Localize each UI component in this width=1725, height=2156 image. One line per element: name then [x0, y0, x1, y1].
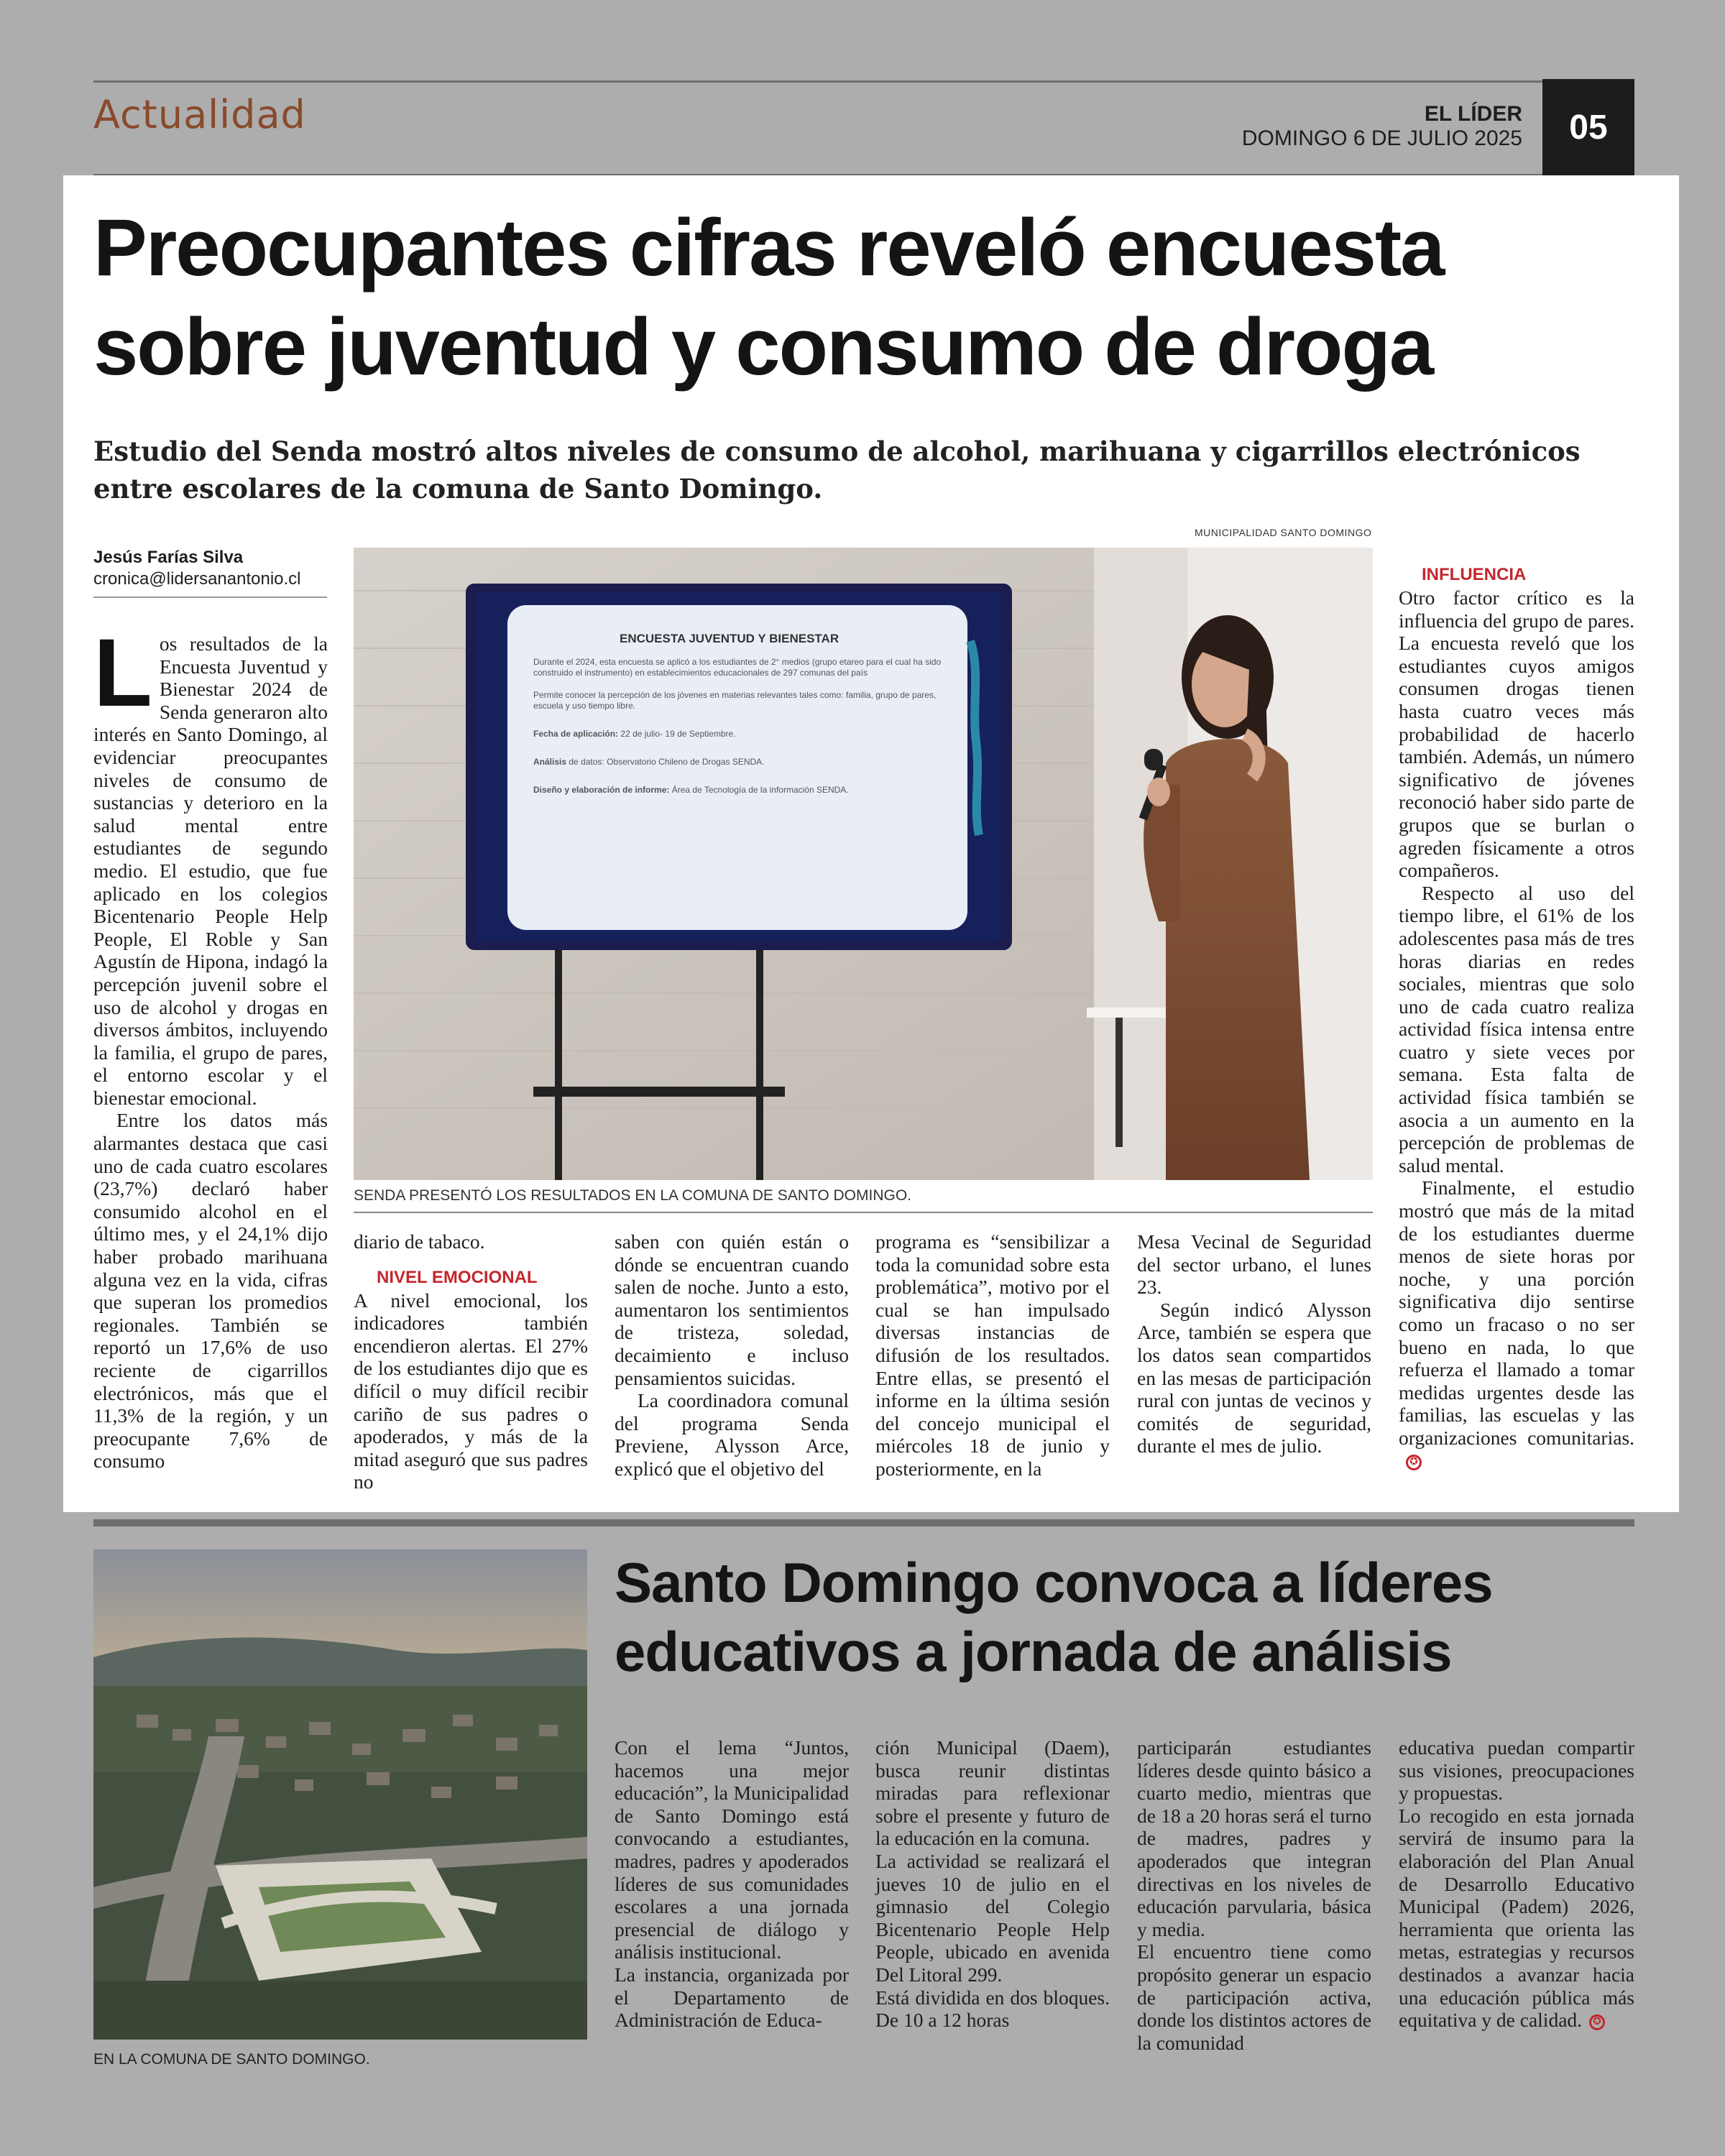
a2-col1-paragraph-2: La instancia, organizada por el Departamento de Administración de Educa- [615, 1963, 849, 2032]
a2-col4-paragraph-2: Lo recogido en esta jornada servirá de insumo para la elaboración del Plan Anual de Desarrollo Educativo Municipal (Padem) 2026, herramienta que orienta las metas, estrategias y recursos destinados a avanzar hacia una educación pública más equitativa y de calidad. [1399, 1804, 1634, 2032]
col1-paragraph-2: Entre los datos más alarmantes destaca que casi uno de cada cuatro escolares (23,7%) declaró haber consumido alcohol en el último mes, y el 24,1% dijo haber probado marihuana alguna vez en la vida, cifras que superan los promedios regionales. También se reportó un 17,6% de uso reciente de cigarrillos electrónicos, más que el 11,3% de la región, y un preocupante 7,6% de consumo [93, 1109, 328, 1473]
article-headline: Preocupantes cifras reveló encuesta sobre juventud y consumo de droga [93, 203, 1444, 392]
article-divider [93, 1519, 1634, 1526]
caption-rule [354, 1212, 1373, 1213]
subhead-influencia: INFLUENCIA [1422, 565, 1527, 584]
end-of-article-2-icon: ✪ [1589, 2014, 1605, 2030]
col6-paragraph-2: Respecto al uso del tiempo libre, el 61% de los adolescentes pasa más de tres horas diarias en redes sociales, mientras que solo uno de cada cuatro realiza actividad física intensa entre cuatro y siete veces por semana. Esta falta de actividad física también se asocia a un aumento en la percepción de problemas de salud mental. [1399, 881, 1634, 1176]
col3-paragraph-1: saben con quién están o dónde se encuentran cuando salen de noche. Junto a esto, aumentaron los sentimientos de tristeza, soledad, decaimiento e incluso pensamientos suicidas. [615, 1230, 849, 1389]
col5-paragraph-2: Según indicó Alysson Arce, también se espera que los datos sean compartidos en las mesas de participación rural con juntas de vecinos y comités de seguridad, durante el mes de julio. [1137, 1298, 1371, 1457]
a2-col1-paragraph-1: Con el lema “Juntos, hacemos una mejor educación”, la Municipalidad de Santo Domingo está convocando a estudiantes, madres, padres y apoderados líderes de sus comunidades escolares a una jornada presencial de diálogo y análisis institucional. [615, 1736, 849, 1963]
screen-label-3: Fecha de aplicación: [533, 729, 619, 739]
photo-credit: MUNICIPALIDAD SANTO DOMINGO [1195, 527, 1372, 538]
article-column-5 [1137, 1230, 1371, 1457]
photo-caption: SENDA PRESENTÓ LOS RESULTADOS EN LA COMUNA DE SANTO DOMINGO. [354, 1187, 911, 1204]
col3-paragraph-2: La coordinadora comunal del programa Senda Previene, Alysson Arce, explicó que el objetivo del [615, 1389, 849, 1480]
header-top-rule [93, 80, 1542, 83]
article2-headline: Santo Domingo convoca a líderes educativos a jornada de análisis [615, 1551, 1493, 1683]
a2-col3-paragraph-2: El encuentro tiene como propósito generar un espacio de participación activa, donde los distintos actores de la comunidad [1137, 1940, 1371, 2054]
a2-col3-paragraph-1: participarán estudiantes líderes desde quinto básico a cuarto medio, mientras que de 18 a 20 horas será el turno de madres, padres y apoderados que integran directivas en los niveles de educación parvularia, básica y media. [1137, 1736, 1371, 1940]
page-number: 05 [1542, 79, 1634, 175]
author-name: Jesús Farías Silva [93, 548, 244, 567]
col2-paragraph-2: A nivel emocional, los indicadores también encendieron alertas. El 27% de los estudiantes dijo que es difícil o muy difícil recibir cariño de sus padres o apoderados, y más de la mitad aseguró que sus padres no [354, 1289, 588, 1493]
article2-column-2 [875, 1736, 1110, 2032]
article-column-2 [354, 1230, 588, 1493]
col6-paragraph-1: Otro factor crítico es la influencia del grupo de pares. La encuesta reveló que los estudiantes cuyos amigos consumen drogas tienen hasta cuatro veces más probabilidad de hacerlo también. Además, un número significativo de jóvenes reconoció haber sido parte de grupos que se burlan o agreden físicamente a otros compañeros. [1399, 586, 1634, 882]
aerial-photo-caption: EN LA COMUNA DE SANTO DOMINGO. [93, 2051, 370, 2068]
article2-column-1 [615, 1736, 849, 2032]
screen-value-4: de datos: Observatorio Chileno de Drogas SENDA. [569, 757, 765, 767]
col4-paragraph-1: programa es “sensibilizar a toda la comunidad sobre esta problemática”, motivo por el cual se han impulsado diversas instancias de difusión de los resultados. Entre ellas, se presentó el informe en la última sesión del concejo municipal el miércoles 18 de junio y posteriormente, en la [875, 1230, 1110, 1480]
col5-paragraph-1: Mesa Vecinal de Seguridad del sector urbano, el lunes 23. [1137, 1230, 1371, 1299]
screen-label-5: Diseño y elaboración de informe: [533, 785, 670, 795]
article2-column-4 [1399, 1736, 1634, 2032]
col6-paragraph-3: Finalmente, el estudio mostró que más de la mitad de los estudiantes duerme menos de siete horas por noche, y una porción significativa dijo sentirse como un fracaso o no ser bueno en nada, lo que refuerza el llamado a tomar medidas urgentes desde las familias, las escuelas y las organizaciones comunitarias. [1399, 1176, 1634, 1449]
drop-cap: L [93, 619, 152, 727]
section-label: Actualidad [93, 92, 306, 137]
author-email: cronica@lidersanantonio.cl [93, 569, 301, 589]
screen-line-2: Permite conocer la percepción de los jóvenes en materias relevantes tales como: familia, grupo de pares, escuela y uso tiempo libre. [533, 690, 937, 711]
screen-value-3: 22 de julio- 19 de Septiembre. [620, 729, 736, 739]
screen-text [533, 632, 965, 930]
col2-paragraph-1: diario de tabaco. [354, 1230, 485, 1253]
subhead-nivel-emocional: NIVEL EMOCIONAL [377, 1267, 538, 1287]
col1-paragraph-1: os resultados de la Encuesta Juventud y Bienestar 2024 de Senda generaron alto interés en Santo Domingo, al evidenciar preocupantes niveles de consumo de sustancias y deterioro en la salud mental entre estudiantes de segundo medio. El estudio, que fue aplicado en los colegios Bicentenario People Help People, El Roble y San Agustín de Hipona, indagó la percepción juvenil sobre el uso de alcohol y drogas en diversos ámbitos, incluyendo la familia, el grupo de pares, el entorno escolar y el bienestar emocional. [93, 632, 328, 1109]
a2-col4-paragraph-1: educativa puedan compartir sus visiones, preocupaciones y propuestas. [1399, 1736, 1634, 1805]
end-of-article-icon: ✪ [1406, 1455, 1422, 1470]
a2-col2-paragraph-2: La actividad se realizará el jueves 10 de julio en el gimnasio del Colegio Bicentenario People Help People, ubicado en avenida Del Litoral 299. [875, 1849, 1110, 1986]
article2-column-3 [1137, 1736, 1371, 2054]
screen-title: ENCUESTA JUVENTUD Y BIENESTAR [620, 632, 840, 645]
a2-col2-paragraph-3: Está dividida en dos bloques. De 10 a 12 horas [875, 1986, 1110, 2032]
article-column-4 [875, 1230, 1110, 1480]
screen-label-4: Análisis [533, 757, 567, 767]
byline-rule [93, 596, 327, 598]
paper-name: EL LÍDER [1424, 102, 1522, 126]
a2-col2-paragraph-1: ción Municipal (Daem), busca reunir distintas miradas para reflexionar sobre el presente y futuro de la educación en la comuna. [875, 1736, 1110, 1850]
article-deck: Estudio del Senda mostró altos niveles de consumo de alcohol, marihuana y cigarrillos electrónicos entre escolares de la comuna de Santo Domingo. [93, 436, 1581, 505]
screen-line-1: Durante el 2024, esta encuesta se aplicó a los estudiantes de 2° medios (grupo etareo para el cual ha sido construido el instrumento) en establecimientos educacionales de 297 comunas del país [533, 657, 942, 678]
article-column-1 [93, 619, 328, 1473]
article-column-6 [1399, 563, 1634, 1472]
screen-value-5: Área de Tecnología de la información SENDA. [671, 785, 849, 795]
paper-date: DOMINGO 6 DE JULIO 2025 [1241, 126, 1522, 150]
aerial-photo [93, 1549, 587, 2040]
article-column-3 [615, 1230, 849, 1480]
presentation-photo [354, 548, 1373, 1180]
